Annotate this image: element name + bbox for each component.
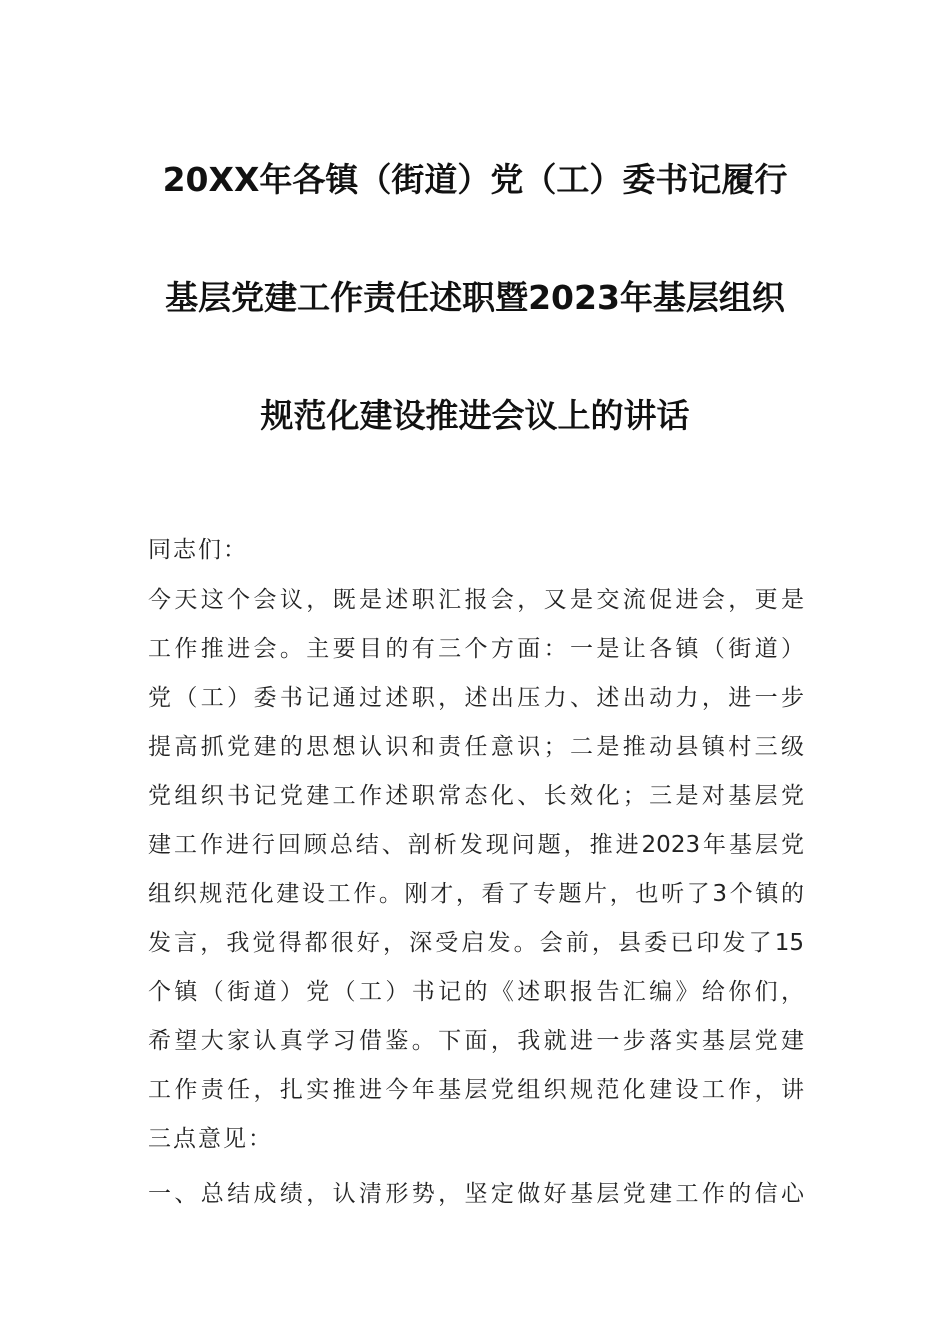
document-title-line-1: 20XX年各镇（街道）党（工）委书记履行 bbox=[162, 160, 788, 199]
paragraph-line: 建工作进行回顾总结、剖析发现问题，推进2023年基层党 bbox=[148, 832, 804, 858]
paragraph-line: 个镇（街道）党（工）书记的《述职报告汇编》给你们， bbox=[148, 979, 804, 1005]
paragraph-line: 组织规范化建设工作。刚才，看了专题片，也听了3个镇的 bbox=[148, 881, 804, 907]
document-title-line-2: 基层党建工作责任述职暨2023年基层组织 bbox=[165, 278, 785, 317]
paragraph-line: 党（工）委书记通过述职，述出压力、述出动力，进一步 bbox=[148, 685, 804, 711]
section-heading: 一、总结成绩，认清形势，坚定做好基层党建工作的信心 bbox=[148, 1181, 804, 1207]
paragraph-line: 希望大家认真学习借鉴。下面，我就进一步落实基层党建 bbox=[148, 1028, 804, 1054]
paragraph-line: 今天这个会议，既是述职汇报会，又是交流促进会，更是 bbox=[148, 587, 804, 613]
paragraph-line: 发言，我觉得都很好，深受启发。会前，县委已印发了15 bbox=[148, 930, 804, 956]
salutation: 同志们： bbox=[148, 537, 248, 563]
paragraph-line: 工作推进会。主要目的有三个方面：一是让各镇（街道） bbox=[148, 636, 804, 662]
paragraph-line: 提高抓党建的思想认识和责任意识；二是推动县镇村三级 bbox=[148, 734, 804, 760]
paragraph-line: 党组织书记党建工作述职常态化、长效化；三是对基层党 bbox=[148, 783, 804, 809]
paragraph-line: 工作责任，扎实推进今年基层党组织规范化建设工作，讲 bbox=[148, 1077, 804, 1103]
document-title-line-3: 规范化建设推进会议上的讲话 bbox=[260, 396, 690, 435]
paragraph-line: 三点意见： bbox=[148, 1126, 273, 1152]
